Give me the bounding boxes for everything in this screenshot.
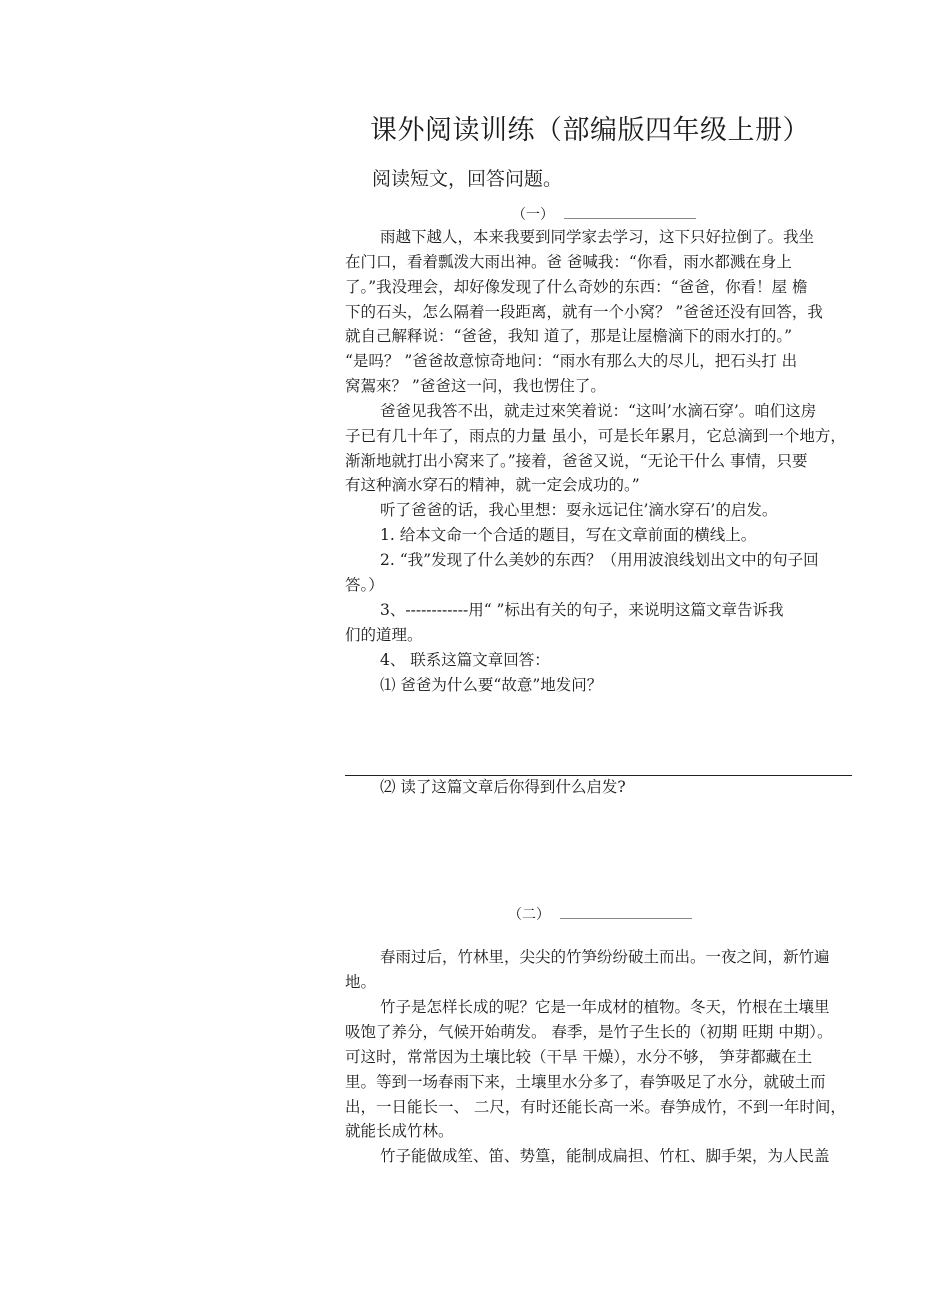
- passage-2-line: 出，一日能长一、 二尺，有时还能长高一米。春笋成竹，不到一年时间，: [345, 1098, 846, 1116]
- question-2: 2. “我”发现了什么美妙的东西？（用用波浪线划出文中的句子回: [380, 551, 819, 569]
- passage-1-line: 了。”我没理会，却好像发现了什么奇妙的东西：“爸爸，你看！屋 檐: [345, 278, 808, 296]
- passage-2-line: 地。: [345, 973, 377, 991]
- passage-1-line: 下的石头，怎么隔着一段距离，就有一个小窝？ ”爸爸还没有回答，我: [345, 303, 823, 321]
- passage-2-line: 就能长成竹林。: [345, 1122, 454, 1140]
- passage-1-line: 窝鴐來？ ”爸爸这一问，我也愣住了。: [345, 377, 606, 395]
- question-3-cont: 们的道理。: [345, 626, 423, 644]
- section-2-heading: [508, 904, 692, 924]
- instruction: 阅读短文，回答问题。: [372, 168, 563, 190]
- passage-1-line: 爸爸见我答不出，就走过來笑着说：“这叫’水滴石穿’。咱们这房: [380, 402, 817, 420]
- passage-1-line: 有这种滴水穿石的精神，就一定会成功的。”: [345, 476, 640, 494]
- title-blank-line[interactable]: [560, 906, 692, 919]
- question-3: 3、------------用“ ”标出有关的句子，来说明这篇文章告诉我: [380, 601, 784, 619]
- passage-1-line: 雨越下越人，本来我要到同学家去学习，这下只好拉倒了。我坐: [380, 228, 815, 246]
- passage-2-line: 可这时，常常因为土壤比较（干旱 干燥），水分不够， 笋芽都藏在土: [345, 1048, 813, 1066]
- passage-2-line: 春雨过后，竹林里，尖尖的竹笋纷纷破土而出。一夜之间，新竹遍: [380, 948, 830, 966]
- passage-2-line: 竹子能做成笙、笛、势篁，能制成扁担、竹杠、脚手架，为人民盖: [380, 1147, 830, 1165]
- passage-1-line: 在门口，看着瓢泼大雨出神。爸 爸喊我：“你看，雨水都溅在身上: [345, 253, 792, 271]
- passage-2-line: 竹子是怎样长成的呢？它是一年成材的植物。冬天，竹根在土壤里: [380, 998, 830, 1016]
- title-blank-line[interactable]: [564, 206, 696, 219]
- passage-1-line: 听了爸爸的话，我心里想：耍永远记住’滴水穿石’的启发。: [380, 501, 778, 519]
- passage-2-line: 里。等到一场春雨下来，土壤里水分多了，春笋吸足了水分，就破土而: [345, 1073, 826, 1091]
- page-title: 课外阅读训练（部编版四年级上册）: [370, 115, 810, 146]
- passage-1-line: 就自己解释说：“爸爸，我知 道了，那是让屋檐滴下的雨水打的。”: [345, 327, 793, 345]
- section-1-heading: [512, 204, 696, 224]
- passage-1-line: “是吗？ ”爸爸故意惊奇地问：“雨水有那么大的尽儿，把石头打 出: [345, 352, 798, 370]
- question-4-2: ⑵ 读了这篇文章后你得到什么启发?: [380, 778, 626, 796]
- passage-1-line: 子已有几十年了，雨点的力量 虽小，可是长年累月，它总滴到一个地方，: [345, 427, 846, 445]
- question-4-1: ⑴ 爸爸为什么要“故意”地发问？: [380, 676, 603, 694]
- question-4: 4、 联系这篇文章回答：: [380, 651, 550, 669]
- answer-line[interactable]: [345, 775, 852, 776]
- question-2-cont: 答。）: [345, 576, 384, 594]
- section-2-heading-label: （二）: [508, 907, 550, 923]
- passage-2-line: 吸饱了养分，气候开始萌发。 春季，是竹子生长的（初期 旺期 中期）。: [345, 1023, 833, 1041]
- passage-1-line: 渐渐地就打出小窝来了。”接着，爸爸又说，“无论干什么 事情，只要: [345, 452, 808, 470]
- section-1-heading-label: （一）: [512, 207, 554, 223]
- question-1: 1. 给本文命一个合适的题目，写在文章前面的横线上。: [380, 526, 757, 544]
